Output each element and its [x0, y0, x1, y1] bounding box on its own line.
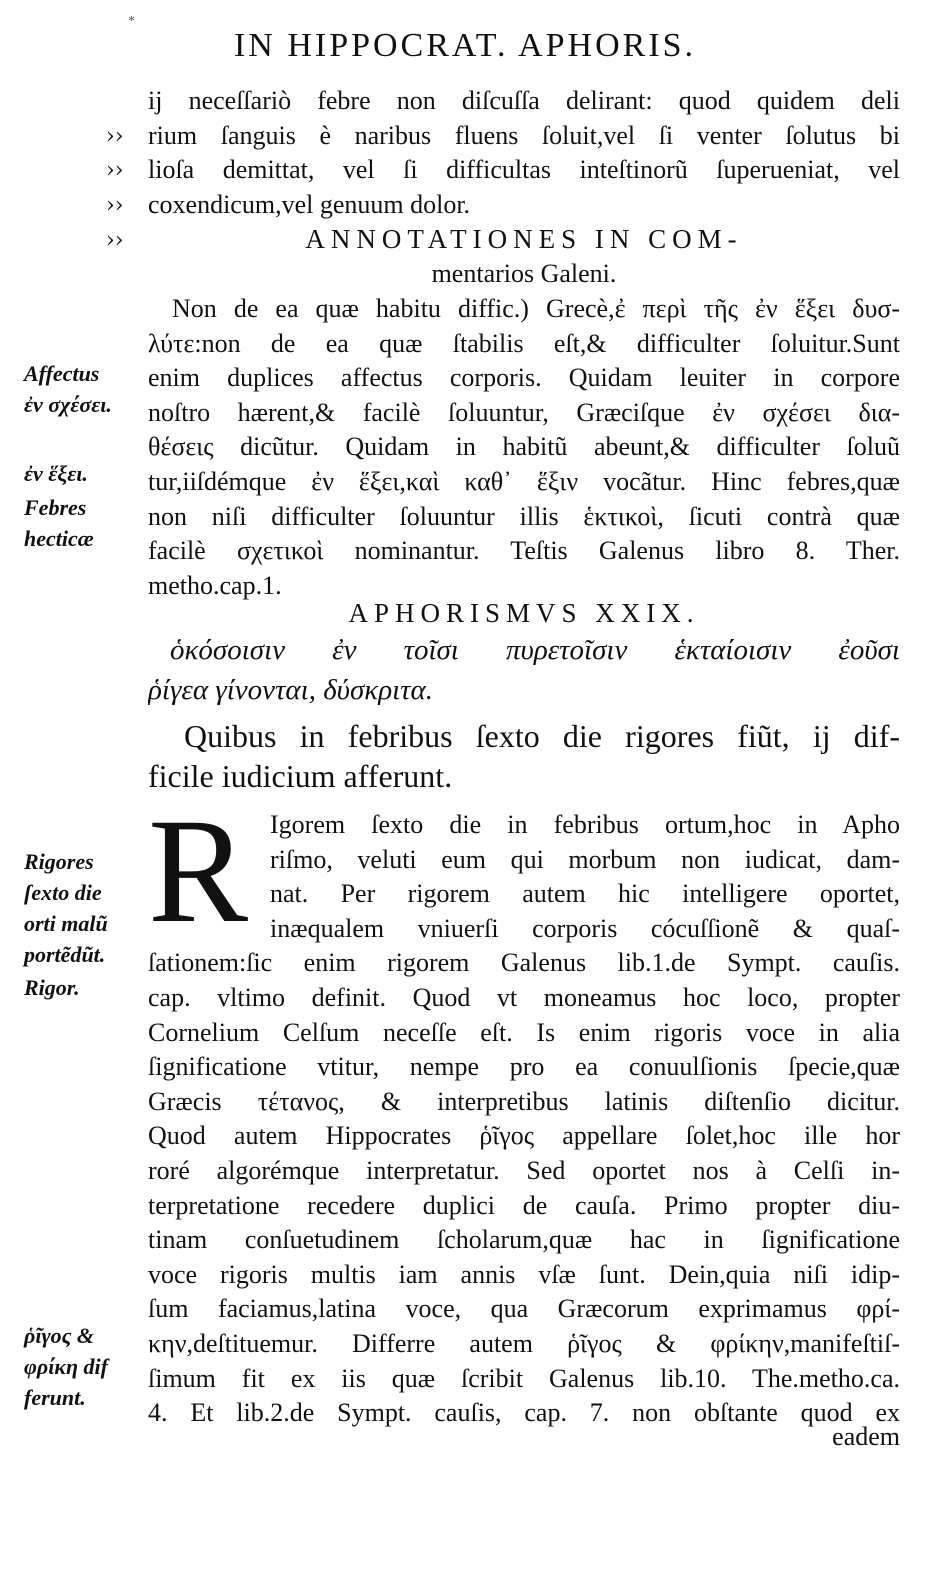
text-line: noſtro hærent,& facilè ſoluuntur, Græciſque ἐν σχέσει δια- — [148, 397, 900, 427]
text-line: θέσεις dicũtur. Quidam in habitũ abeunt,& difficulter ſoluũ — [148, 432, 900, 462]
greek-aphorism — [148, 630, 900, 710]
annotations-heading — [148, 222, 900, 291]
text-line: voce rigoris multis iam annis vſæ ſunt. Dein,quia niſi idip- — [148, 1259, 900, 1289]
text-line: Non de ea quæ habitu diffic.) Grecè,ἐ περὶ τῆς ἐν ἕξει δυσ- — [172, 294, 900, 323]
text-line: Cornelium Celſum neceſſe eſt. Is enim rigoris voce in alia — [148, 1017, 900, 1047]
text-line: ſum faciamus,latina voce, qua Græcorum exprimamus φρί- — [148, 1294, 900, 1324]
margin-line: Febres — [24, 495, 87, 520]
margin-line: ſexto die — [24, 880, 102, 905]
margin-line: φρίκη dif — [24, 1354, 108, 1379]
text-line: lioſa demittat, vel ſi difficultas inteſtinorũ ſuperueniat, vel — [148, 155, 900, 185]
text-line: tinam conſuetudinem ſcholarum,quæ hac in ſignificatione — [148, 1225, 900, 1255]
text-line: κην,deſtituemur. Differre autem ῥῖγος & φρίκην,manifeſtiſ- — [148, 1328, 900, 1358]
greek-line: ῥίγεα γίνονται, δύσκριτα. — [148, 674, 434, 706]
text-line: facilè σχετικοὶ nominantur. Teſtis Galenus libro 8. Ther. — [148, 536, 900, 566]
quote-mark: ›› — [106, 228, 124, 253]
text-line: ſimum fit ex iis quæ ſcribit Galenus lib.10. The.metho.ca. — [148, 1363, 900, 1393]
greek-line: ὁκόσοισιν ἐν τοῖσι πυρετοῖσιν ἑκταίοισιν ἐοῦσι — [170, 634, 900, 666]
latin-line: Quibus in febribus ſexto die rigores fiũt, ij dif- — [184, 718, 900, 754]
margin-note-rhigos — [24, 1320, 144, 1413]
catchword: eadem — [832, 1422, 900, 1451]
latin-aphorism — [148, 716, 900, 796]
running-head: IN HIPPOCRAT. APHORIS. — [233, 27, 697, 64]
text-line: nat. Per rigorem autem hic intelligere oportet, — [270, 879, 900, 909]
margin-line: hecticæ — [24, 526, 94, 551]
margin-line: Affectus — [24, 361, 100, 386]
margin-note-febres — [24, 492, 144, 554]
margin-line: ἐν σχέσει. — [24, 392, 112, 417]
commentary-text — [148, 788, 900, 1431]
heading-line: mentarios Galeni. — [431, 258, 617, 288]
aphorism-heading — [148, 596, 900, 631]
heading-line: APHORISMVS XXIX. — [348, 598, 700, 628]
text-line: λύτε:non de ea quæ ſtabilis eſt,& difficulter ſoluitur.Sunt — [148, 328, 900, 358]
text-line: ij neceſſariò febre non diſcuſſa delirant: quod quidem deli — [148, 86, 900, 115]
ink-speck: * — [128, 14, 135, 29]
aphorism-text-continued — [148, 84, 900, 222]
margin-line: ῥῖγος & — [24, 1323, 95, 1348]
margin-line: Rigores — [24, 849, 94, 874]
text-line: ſationem:ſic enim rigorem Galenus lib.1.de Sympt. cauſis. — [148, 948, 900, 978]
text-line: rium ſanguis è naribus fluens ſoluit,vel ſi venter ſolutus bi — [148, 120, 900, 150]
text-line: Igorem ſexto die in febribus ortum,hoc in Apho — [270, 810, 900, 839]
margin-note-hexei — [24, 458, 144, 489]
text-line: Quod autem Hippocrates ῥῖγος appellare ſolet,hoc ille hor — [148, 1121, 900, 1151]
text-line: cap. vltimo definit. Quod vt moneamus hoc loco, propter — [148, 982, 900, 1012]
text-line: roré algorémque interpretatur. Sed oportet nos à Celſi in- — [148, 1155, 900, 1185]
text-line: inæqualem vniuerſi corporis cócuſſionẽ & quaſ- — [270, 913, 900, 943]
text-line: non niſi difficulter ſoluuntur illis ἑκτικοὶ, ſicuti contrà quæ — [148, 501, 900, 531]
text-line: coxendicum,vel genuum dolor. — [148, 189, 471, 219]
margin-line: Rigor. — [24, 975, 80, 1000]
text-line: metho.cap.1. — [148, 570, 282, 600]
margin-note-rigores — [24, 846, 144, 970]
heading-line: ANNOTATIONES IN COM- — [305, 224, 743, 254]
text-line: terpretatione recedere duplici de cauſa. Primo propter diu- — [148, 1190, 900, 1220]
text-line: enim duplices affectus corporis. Quidam leuiter in corpore — [148, 363, 900, 393]
latin-line: ficile iudicium afferunt. — [148, 758, 453, 794]
margin-line: ἐν ἕξει. — [24, 461, 88, 486]
quote-mark: ›› — [106, 124, 124, 149]
quote-mark: ›› — [106, 158, 124, 183]
drop-cap: R — [148, 788, 249, 954]
text-line: ſignificatione vtitur, nempe pro ea conuulſionis ſpecie,quæ — [148, 1052, 900, 1082]
quote-mark: ›› — [106, 193, 124, 218]
text-line: 4. Et lib.2.de Sympt. cauſis, cap. 7. non obſtante quod ex — [148, 1398, 900, 1428]
margin-line: ferunt. — [24, 1385, 86, 1410]
margin-note-rigor — [24, 972, 144, 1003]
annotation-text — [148, 292, 900, 603]
margin-line: portẽdũt. — [24, 942, 106, 967]
text-line: Græcis τέτανος, & interpretibus latinis diſtenſio dicitur. — [148, 1086, 900, 1116]
margin-line: orti malũ — [24, 911, 108, 936]
text-line: riſmo, veluti eum qui morbum non iudicat, dam- — [270, 844, 900, 874]
margin-note-affectus — [24, 358, 144, 420]
text-line: tur,iiſdémque ἐν ἕξει,καὶ καθ᾽ ἕξιν vocãtur. Hinc febres,quæ — [148, 466, 900, 496]
